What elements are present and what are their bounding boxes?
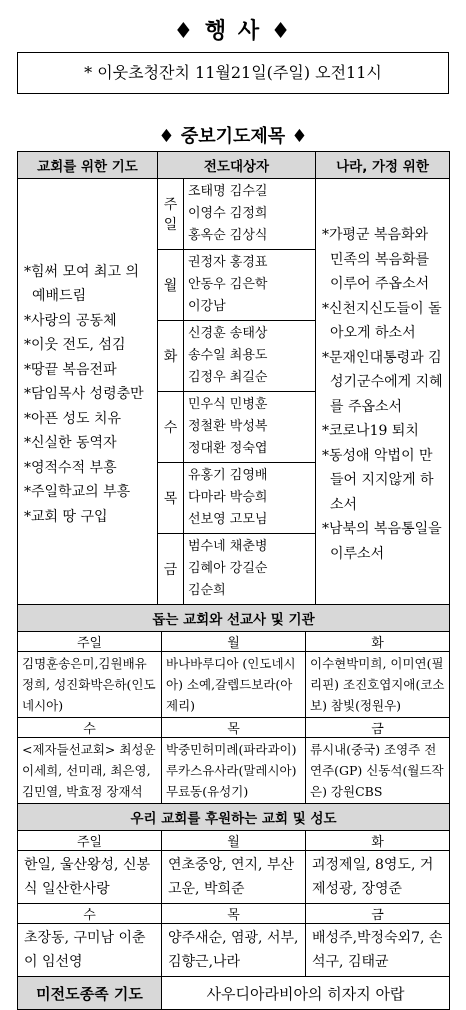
day-label: 수 (18, 904, 162, 924)
supporters-cell: 괴정제일, 8영도, 거제성광, 장영준 (306, 851, 450, 904)
list-item: *아픈 성도 치유 (24, 410, 122, 427)
name-line: 김순희 (188, 583, 226, 598)
list-item: *이웃 전도, 섬김 (24, 337, 126, 354)
unreached-label: 미전도종족 기도 (18, 977, 162, 1010)
supporters-cell: 연초중앙, 연지, 부산고운, 박희준 (162, 851, 306, 904)
list-item: *코로나19 퇴치 (322, 423, 419, 439)
missions-table (17, 604, 450, 1010)
day-label: 금 (158, 534, 184, 605)
list-item: *교회 땅 구입 (24, 508, 108, 525)
day-label: 금 (306, 904, 450, 924)
list-item: *문재인대통령과 김성기군수에게 지혜를 주옵소서 (322, 349, 443, 415)
prayer-title: ♦ 중보기도제목 ♦ (158, 126, 308, 147)
supporters-cell: 초장동, 구미남 이춘이 임선영 (18, 924, 162, 977)
day-label: 수 (18, 718, 162, 738)
name-line: 김혜아 강길순 (188, 561, 268, 576)
prayer-grid (17, 151, 449, 1010)
list-item: *담임목사 성령충만 (24, 386, 144, 403)
day-label: 목 (162, 904, 306, 924)
supporters-cell: 배성주,박정숙외7, 손석구, 김태균 (306, 924, 450, 977)
name-line: 정철환 박성복 (188, 419, 268, 434)
name-line: 선보영 고모님 (188, 512, 268, 527)
name-line: 정대환 정숙엽 (188, 441, 268, 456)
name-line: 이강남 (188, 299, 226, 314)
day-label: 목 (162, 718, 306, 738)
name-line: 범수네 채춘병 (188, 539, 268, 554)
list-item: *사랑의 공동체 (24, 312, 117, 329)
missions-cell: 박중민허미례(파라과이) 루카스유사라(말레시아) 무료동(유성기) (162, 738, 306, 804)
day-label: 월 (158, 250, 184, 321)
name-line: 민우식 민병훈 (188, 397, 268, 412)
prayer-table (17, 151, 450, 605)
list-item: *힘써 모여 최고 의 예배드림 (24, 263, 140, 305)
nation-prayer-list (316, 179, 450, 605)
supporters-title: 우리 교회를 후원하는 교회 및 성도 (18, 804, 450, 831)
day-label: 화 (158, 321, 184, 392)
missions-cell: 류시내(중국) 조영주 전연주(GP) 신동석(월드작은) 강원CBS (306, 738, 450, 804)
name-line: 다마라 박승희 (188, 490, 268, 505)
name-line: 조태명 김수길 (188, 184, 268, 199)
supporters-cell: 한일, 울산왕성, 신봉식 일산한사랑 (18, 851, 162, 904)
list-item: *영적수적 부흥 (24, 459, 117, 476)
church-prayer-list (18, 179, 158, 605)
name-line: 유홍기 김영배 (188, 468, 268, 483)
day-label: 화 (306, 632, 450, 652)
name-line: 권정자 홍경표 (188, 255, 268, 270)
day-label: 수 (158, 392, 184, 463)
missions-cell: <제자들선교회> 최성운 이세희, 선미래, 최은영, 김민열, 박효정 장재석 (18, 738, 162, 804)
evangelism-names (184, 179, 316, 250)
list-item: *남북의 복음통일을 이루소서 (322, 521, 442, 562)
day-label: 주일 (18, 632, 162, 652)
evangelism-names (184, 534, 316, 605)
day-label: 목 (158, 463, 184, 534)
unreached-value: 사우디아라비아의 히자지 아랍 (162, 977, 450, 1010)
list-item: *신천지신도들이 돌아오게 하소서 (322, 300, 442, 341)
list-item: *주일학교의 부흥 (24, 484, 131, 501)
list-item: *동성애 악법이 만들어 지지않게 하소서 (322, 447, 434, 513)
day-label: 월 (162, 831, 306, 851)
missions-cell: 이수현박미희, 이미연(필리핀) 조진호엽지애(코소보) 참빛(정원우) (306, 652, 450, 718)
evangelism-names (184, 392, 316, 463)
header-nation: 나라, 가정 위한 (316, 152, 450, 179)
missions-title: 돕는 교회와 선교사 및 기관 (18, 605, 450, 632)
name-line: 안동우 김은학 (188, 277, 268, 292)
list-item: *가평군 복음화와 민족의 복음화를 이루어 주옵소서 (322, 227, 430, 292)
evangelism-names (184, 463, 316, 534)
missions-cell: 김명훈송은미,김원배유정희, 성진화박은하(인도네시아) (18, 652, 162, 718)
header-evangelism: 전도대상자 (158, 152, 316, 179)
name-line: 이영수 김정희 (188, 206, 268, 221)
evangelism-names (184, 321, 316, 392)
name-line: 홍옥순 김상식 (188, 228, 268, 243)
missions-cell: 바나바루디아 (인도네시아) 소예,갈렙드보라(아제리) (162, 652, 306, 718)
list-item: *땅끝 복음전파 (24, 361, 117, 378)
day-label: 월 (162, 632, 306, 652)
day-label: 화 (306, 831, 450, 851)
day-label: 주일 (18, 831, 162, 851)
day-label: 금 (306, 718, 450, 738)
event-title: ♦ 행 사 ♦ (173, 19, 293, 44)
supporters-cell: 양주새순, 염광, 서부, 김향근,나라 (162, 924, 306, 977)
evangelism-names (184, 250, 316, 321)
name-line: 김정우 최길순 (188, 370, 268, 385)
name-line: 신경훈 송태상 (188, 326, 268, 341)
name-line: 송수일 최용도 (188, 348, 268, 363)
header-church: 교회를 위한 기도 (18, 152, 158, 179)
list-item: *신실한 동역자 (24, 435, 117, 452)
day-label: 주일 (158, 179, 184, 250)
event-box: * 이웃초청잔치 11월21일(주일) 오전11시 (17, 52, 449, 94)
